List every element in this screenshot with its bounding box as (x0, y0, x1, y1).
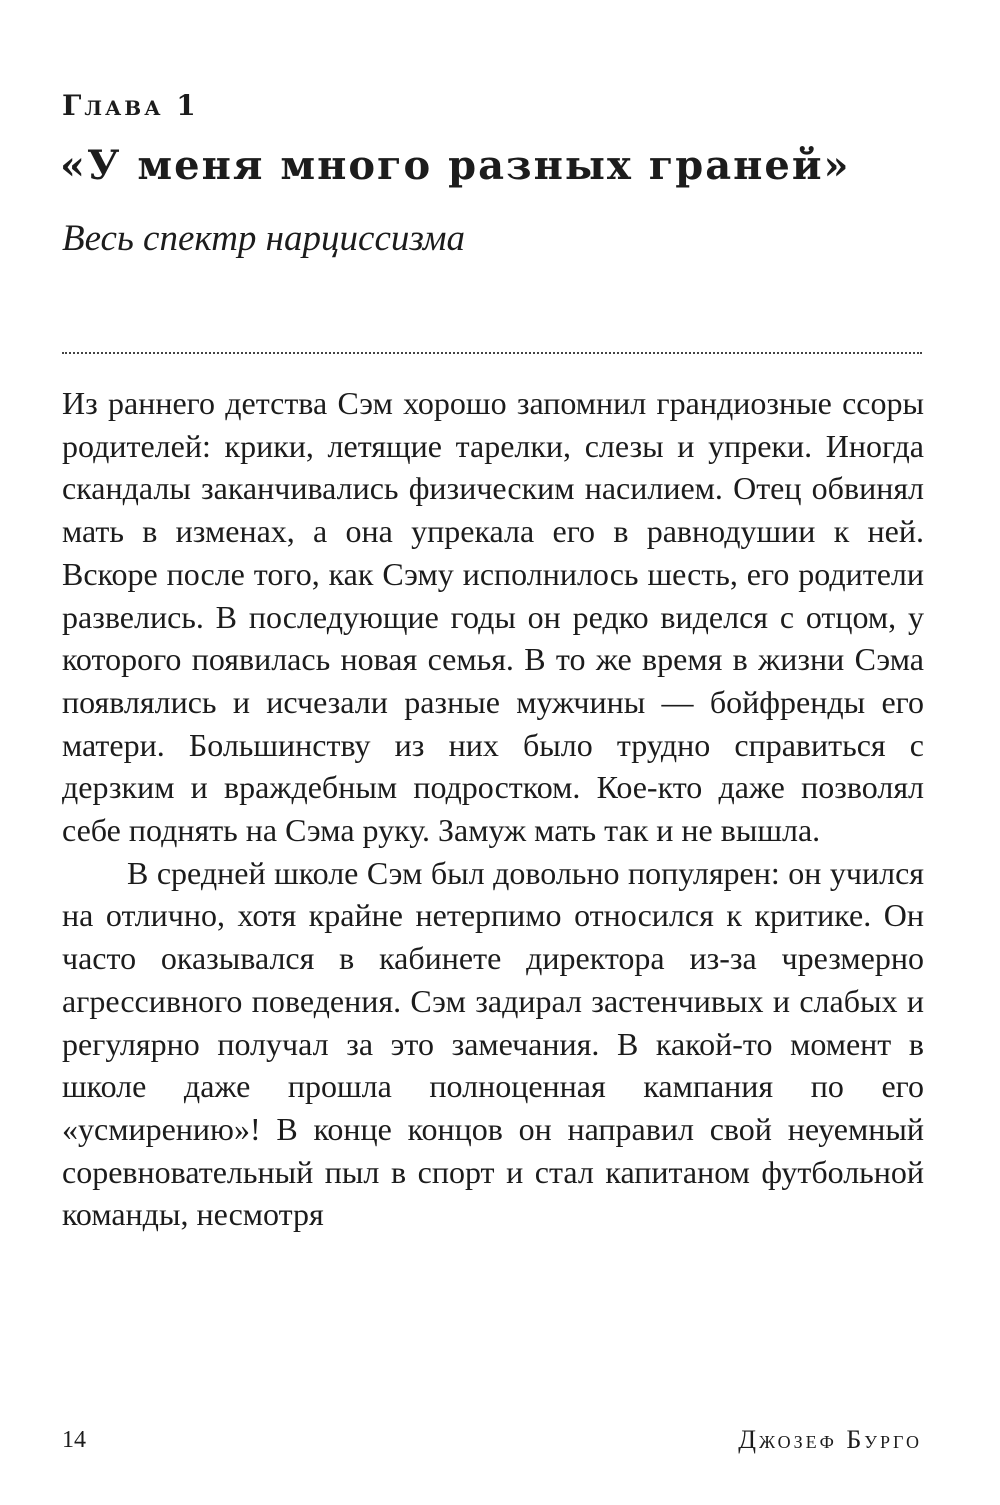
chapter-title: «У меня много разных граней» (60, 142, 851, 189)
paragraph-2: В средней школе Сэм был довольно популярен: он учился на отлично, хотя крайне нетерпимо относился к критике. Он часто оказывался в кабинете директора из-за чрезмерно агрессивного поведения. Сэм задирал застенчивых и слабых и регулярно получал за это замечания. В какой-то момент в школе даже прошла полноценная кампания по его «усмирению»! В конце концов он направил свой неуемный соревновательный пыл в спорт и стал капитаном футбольной команды, несмотря (62, 854, 924, 1233)
section-divider (62, 352, 922, 354)
paragraph-1: Из раннего детства Сэм хорошо запомнил грандиозные ссоры родителей: крики, летящие тарелки, слезы и упреки. Иногда скандалы заканчивались физическим насилием. Отец обвинял мать в изменах, а она упрекала его в равнодушии к ней. Вскоре после того, как Сэму исполнилось шесть, его родители развелись. В последующие годы он редко виделся с отцом, у которого появилась новая семья. В то же время в жизни Сэма появлялись и исчезали разные мужчины — бойфренды его матери. Большинству из них было трудно справиться с дерзким и враждебным подростком. Кое-кто даже позволял себе поднять на Сэма руку. Замуж мать так и не вышла. (62, 385, 924, 849)
running-author: Джозеф Бурго (738, 1425, 922, 1454)
page-footer (62, 1424, 922, 1456)
body-text (62, 382, 924, 1236)
chapter-subtitle: Весь спектр нарциссизма (62, 218, 466, 259)
chapter-label: Глава 1 (62, 89, 199, 122)
page-number: 14 (62, 1427, 86, 1453)
